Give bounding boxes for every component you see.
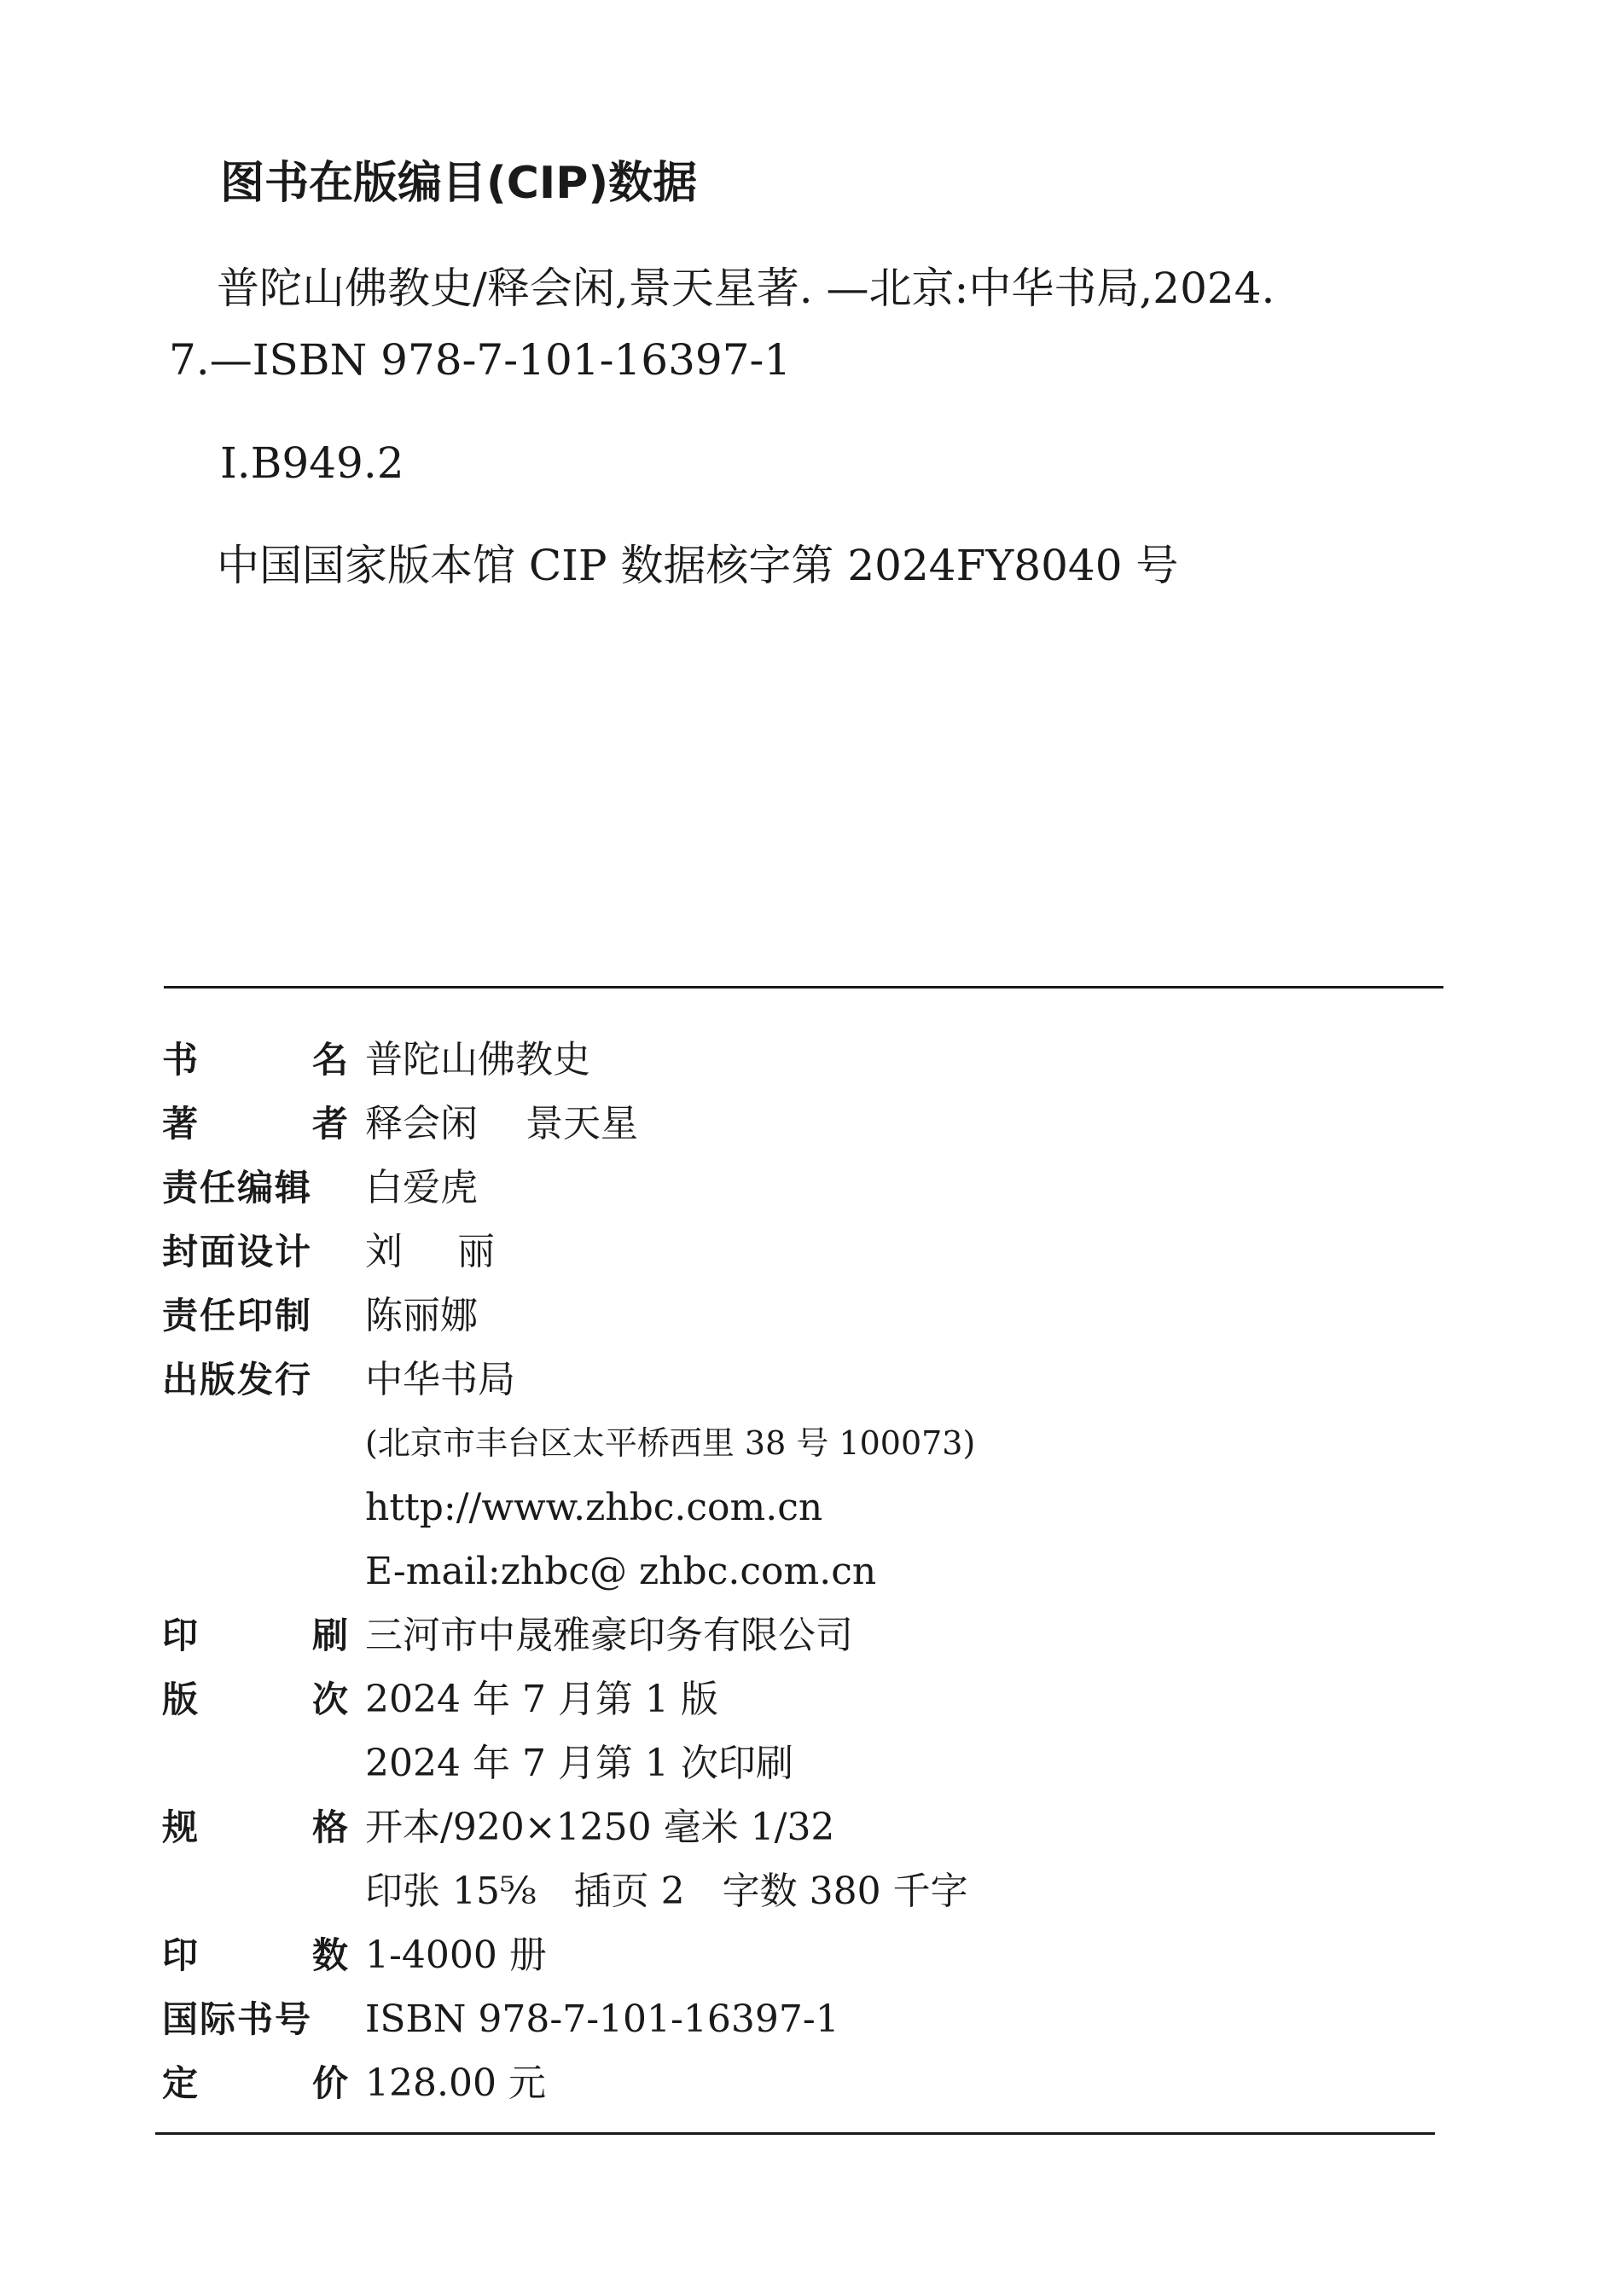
colophon-row-print-supervisor	[162, 1284, 1442, 1348]
value-format: 开本/920×1250 毫米 1/32	[365, 1806, 835, 1849]
label-price: 定 价	[162, 2062, 348, 2104]
colophon	[162, 1028, 1442, 2115]
label-print-run: 印 数	[162, 1934, 348, 1976]
inserted-plates: 插页 2	[573, 1870, 685, 1913]
top-divider	[164, 986, 1443, 989]
colophon-row-printer	[162, 1603, 1442, 1667]
colophon-row-title	[162, 1028, 1442, 1092]
colophon-row-sheets	[162, 1859, 1442, 1923]
cip-approval-number: 中国国家版本馆 CIP 数据核字第 2024FY8040 号	[217, 541, 1179, 590]
bottom-divider	[155, 2132, 1435, 2135]
value-price: 128.00 元	[365, 2061, 546, 2105]
label-authors: 著 者	[162, 1103, 348, 1145]
value-isbn: ISBN 978-7-101-16397-1	[365, 1997, 839, 2041]
value-print-supervisor: 陈丽娜	[365, 1294, 478, 1337]
label-cover-design: 封面设计	[162, 1231, 313, 1273]
value-publisher-address: (北京市丰台区太平桥西里 38 号 100073)	[365, 1424, 976, 1462]
colophon-row-price	[162, 2051, 1442, 2115]
value-publisher: 中华书局	[365, 1358, 515, 1401]
label-isbn: 国际书号	[162, 1998, 313, 2040]
printed-sheets: 印张 15⅝	[365, 1870, 537, 1913]
label-title: 书 名	[162, 1039, 348, 1081]
label-print-supervisor: 责任印制	[162, 1295, 313, 1336]
author-1: 释会闲	[365, 1102, 478, 1145]
cip-entry-line2: 7.—ISBN 978-7-101-16397-1	[169, 335, 792, 385]
colophon-row-editor	[162, 1156, 1442, 1220]
author-2: 景天星	[526, 1102, 638, 1145]
value-authors	[365, 1092, 638, 1156]
label-editor: 责任编辑	[162, 1167, 313, 1209]
colophon-row-printing	[162, 1731, 1442, 1795]
cip-entry	[169, 252, 1449, 396]
cip-classification: Ⅰ.B949.2	[220, 438, 404, 488]
label-publisher: 出版发行	[162, 1359, 313, 1400]
colophon-row-print-run	[162, 1923, 1442, 1987]
value-title: 普陀山佛教史	[365, 1038, 590, 1081]
label-printer: 印 刷	[162, 1615, 348, 1656]
colophon-row-address	[162, 1412, 1442, 1476]
colophon-row-cover-design	[162, 1220, 1442, 1284]
colophon-row-website	[162, 1476, 1442, 1539]
word-count: 字数 380 千字	[722, 1870, 968, 1913]
colophon-row-email	[162, 1539, 1442, 1603]
cip-heading: 图书在版编目(CIP)数据	[220, 158, 698, 209]
value-printer: 三河市中晟雅豪印务有限公司	[365, 1614, 853, 1657]
value-sheets	[365, 1859, 968, 1923]
colophon-row-edition	[162, 1667, 1442, 1731]
value-publisher-website: http://www.zhbc.com.cn	[365, 1486, 823, 1529]
colophon-row-format	[162, 1795, 1442, 1859]
value-publisher-email: E-mail:zhbc@ zhbc.com.cn	[365, 1550, 877, 1593]
value-printing: 2024 年 7 月第 1 次印刷	[365, 1742, 793, 1785]
label-edition: 版 次	[162, 1679, 348, 1720]
value-cover-design: 刘 丽	[365, 1230, 495, 1273]
colophon-row-publisher	[162, 1348, 1442, 1412]
colophon-row-authors	[162, 1092, 1442, 1156]
cip-entry-line1: 普陀山佛教史/释会闲,景天星著. —北京:中华书局,2024.	[217, 264, 1275, 313]
value-print-run: 1-4000 册	[365, 1934, 547, 1977]
label-format: 规 格	[162, 1806, 348, 1848]
value-editor: 白爱虎	[365, 1166, 478, 1209]
colophon-row-isbn	[162, 1987, 1442, 2051]
value-edition: 2024 年 7 月第 1 版	[365, 1678, 718, 1721]
